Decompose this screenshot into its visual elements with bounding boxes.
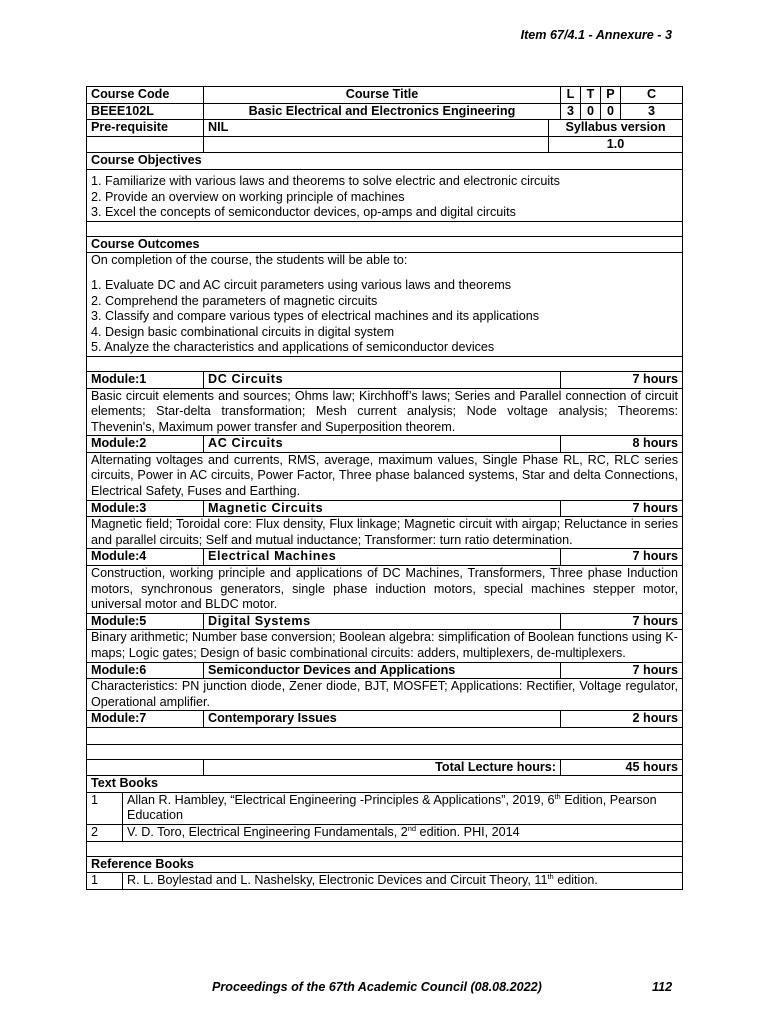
module-label: Module:2	[87, 436, 204, 453]
module-label: Module:7	[87, 711, 204, 728]
module-label: Module:6	[87, 662, 204, 679]
course-values-row	[87, 103, 683, 120]
prerequisite-value: NIL	[204, 120, 549, 137]
book-entry: Allan R. Hambley, “Electrical Engineering -Principles & Applications”, 2019, 6th Edition, Pearson Education	[123, 792, 683, 824]
module-label: Module:1	[87, 371, 204, 388]
syllabus-version: 1.0	[549, 136, 683, 153]
syllabus-version-label: Syllabus version	[549, 120, 683, 137]
module-hours: 2 hours	[561, 711, 683, 728]
total-hours-row	[87, 759, 683, 776]
module-header	[87, 711, 683, 728]
module-title: Magnetic Circuits	[204, 500, 561, 517]
outcomes-list	[87, 253, 683, 357]
total-hours-value: 45 hours	[561, 759, 683, 776]
prerequisite-row	[87, 120, 683, 137]
module-title: Electrical Machines	[204, 549, 561, 566]
module-title: Contemporary Issues	[204, 711, 561, 728]
t-label: T	[581, 87, 601, 104]
objectives-list	[87, 169, 683, 221]
outcome-item: 1. Evaluate DC and AC circuit parameters using various laws and theorems	[91, 277, 511, 292]
l-value: 3	[561, 103, 581, 120]
course-header-row	[87, 87, 683, 104]
module-content: Characteristics: PN junction diode, Zener diode, BJT, MOSFET; Applications: Rectifier, Voltage regulator, Operational amplifier.	[87, 679, 683, 711]
module-title: AC Circuits	[204, 436, 561, 453]
module-hours: 7 hours	[561, 613, 683, 630]
objective-item: 1. Familiarize with various laws and theorems to solve electric and electronic circuits	[91, 173, 560, 188]
text-books-heading: Text Books	[87, 776, 683, 793]
module-label: Module:3	[87, 500, 204, 517]
module-hours: 7 hours	[561, 549, 683, 566]
c-label: C	[621, 87, 683, 104]
module-header	[87, 549, 683, 566]
outcome-item: 5. Analyze the characteristics and applications of semiconductor devices	[91, 340, 495, 355]
l-label: L	[561, 87, 581, 104]
module-content: Construction, working principle and applications of DC Machines, Transformers, Three phase Induction motors, synchronous generators, single phase induction motors, special machines stepper motor, universal motor and BLDC motor.	[87, 566, 683, 614]
outcome-item: 3. Classify and compare various types of electrical machines and its applications	[91, 309, 539, 324]
module-content: Alternating voltages and currents, RMS, average, maximum values, Single Phase RL, RC, RLC series circuits, Power in AC circuits, Power Factor, Three phase balanced systems, Star and delta Connections, Electrical Safety, Fuses and Earthing.	[87, 452, 683, 500]
module-header	[87, 613, 683, 630]
outcome-item: 4. Design basic combinational circuits in digital system	[91, 324, 395, 339]
p-label: P	[601, 87, 621, 104]
outcomes-heading: Course Outcomes	[87, 236, 683, 253]
outcome-item: 2. Comprehend the parameters of magnetic circuits	[91, 293, 378, 308]
module-content: Magnetic field; Toroidal core: Flux density, Flux linkage; Magnetic circuit with airgap; Reluctance in series and parallel circuits; Self and mutual inductance; Transformer: turn ratio determination.	[87, 517, 683, 549]
module-content	[87, 727, 683, 744]
course-title-label: Course Title	[204, 87, 561, 104]
book-entry: R. L. Boylestad and L. Nashelsky, Electronic Devices and Circuit Theory, 11th edition.	[123, 873, 683, 890]
t-value: 0	[581, 103, 601, 120]
course-code-label: Course Code	[87, 87, 204, 104]
module-header	[87, 436, 683, 453]
module-hours: 8 hours	[561, 436, 683, 453]
document-reference: Item 67/4.1 - Annexure - 3	[520, 28, 672, 42]
page-number: 112	[652, 980, 673, 994]
course-code: BEEE102L	[87, 103, 204, 120]
syllabus-table	[86, 86, 683, 890]
book-number: 1	[87, 873, 123, 890]
book-number: 2	[87, 824, 123, 841]
module-label: Module:5	[87, 613, 204, 630]
module-header	[87, 371, 683, 388]
module-title: Semiconductor Devices and Applications	[204, 662, 561, 679]
module-content: Binary arithmetic; Number base conversion; Boolean algebra: simplification of Boolean functions using K-maps; Logic gates; Design of basic combinational circuits: adders, multiplexers, de-multiplexers.	[87, 630, 683, 662]
total-hours-label: Total Lecture hours:	[204, 759, 561, 776]
objective-item: 3. Excel the concepts of semiconductor devices, op-amps and digital circuits	[91, 205, 516, 220]
module-hours: 7 hours	[561, 500, 683, 517]
book-row	[87, 792, 683, 824]
objective-item: 2. Provide an overview on working principle of machines	[91, 189, 405, 204]
module-hours: 7 hours	[561, 371, 683, 388]
proceedings-footer: Proceedings of the 67th Academic Council (08.08.2022)	[212, 980, 542, 994]
book-number: 1	[87, 792, 123, 824]
c-value: 3	[621, 103, 683, 120]
module-title: DC Circuits	[204, 371, 561, 388]
syllabus-version-row	[87, 136, 683, 153]
reference-books-heading: Reference Books	[87, 856, 683, 873]
module-header	[87, 500, 683, 517]
objectives-heading: Course Objectives	[87, 153, 683, 170]
module-header	[87, 662, 683, 679]
book-row	[87, 824, 683, 841]
outcomes-intro: On completion of the course, the students will be able to:	[91, 253, 408, 268]
book-row	[87, 873, 683, 890]
p-value: 0	[601, 103, 621, 120]
book-entry: V. D. Toro, Electrical Engineering Fundamentals, 2nd edition. PHI, 2014	[123, 824, 683, 841]
module-label: Module:4	[87, 549, 204, 566]
module-content: Basic circuit elements and sources; Ohms law; Kirchhoff’s laws; Series and Parallel connection of circuit elements; Star-delta transformation; Mesh current analysis; Node voltage analysis; Theorems: Thevenin's, Maximum power transfer and Superposition theorem.	[87, 388, 683, 436]
course-title: Basic Electrical and Electronics Engineering	[204, 103, 561, 120]
module-title: Digital Systems	[204, 613, 561, 630]
prerequisite-label: Pre-requisite	[87, 120, 204, 137]
module-hours: 7 hours	[561, 662, 683, 679]
